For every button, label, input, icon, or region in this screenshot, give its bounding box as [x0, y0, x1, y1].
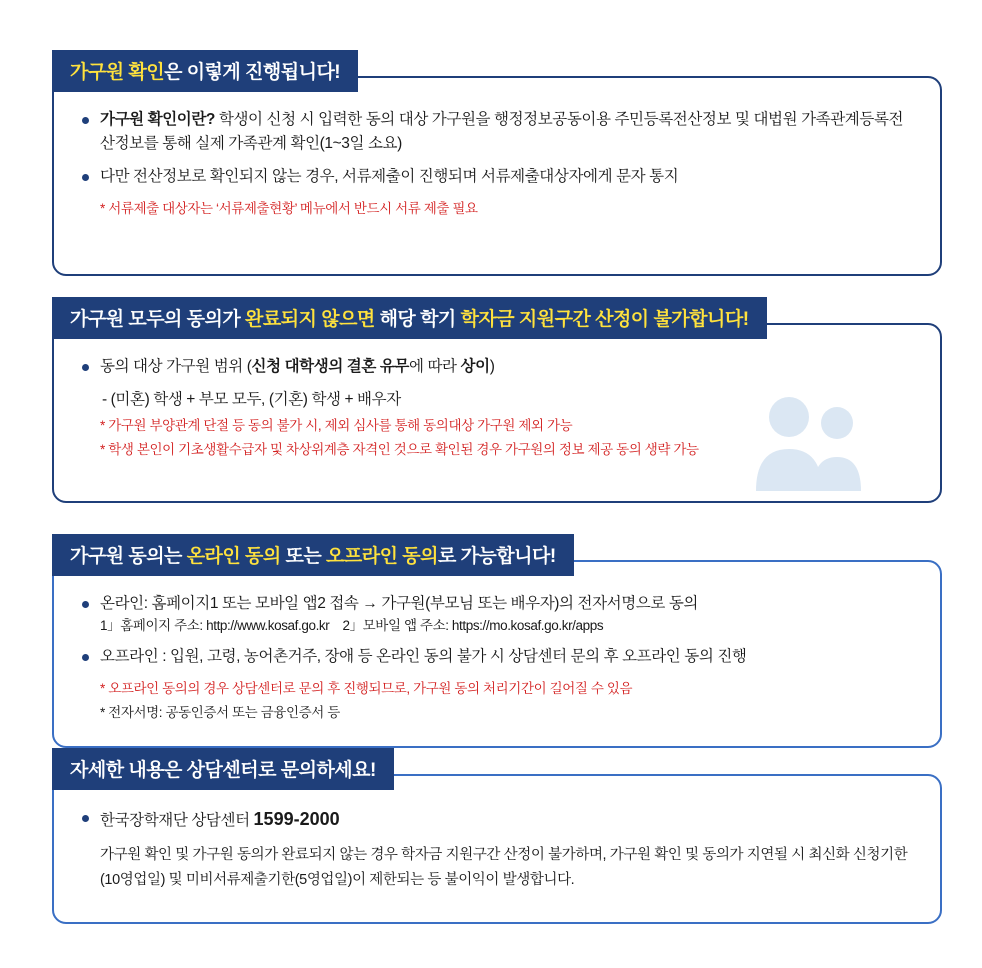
- section-3-note-2: * 전자서명: 공동인증서 또는 금융인증서 등: [100, 704, 340, 720]
- section-contact-center: [52, 748, 942, 924]
- section-2-note-1: * 가구원 부양관계 단절 등 동의 불가 시, 제외 심사를 통해 동의대상 가구원 제외 가능: [100, 418, 573, 434]
- section-1-body: [52, 76, 942, 276]
- online-consent-text: 온라인: 홈페이지1 또는 모바일 앱2 접속 → 가구원(부모님 또는 배우자)의 전자서명으로 동의: [100, 595, 698, 612]
- section-1-note: * 서류제출 대상자는 ‘서류제출현황’ 메뉴에서 반드시 서류 제출 필요: [100, 201, 478, 217]
- bullet-2-text: 다만 전산정보로 확인되지 않는 경우, 서류제출이 진행되며 서류제출대상자에게 문자 통지: [100, 168, 679, 186]
- list-item: [80, 108, 914, 156]
- section-2-header-highlight1: 완료되지 않으면: [245, 309, 375, 330]
- contact-center-paragraph: 가구원 확인 및 가구원 동의가 완료되지 않는 경우 학자금 지원구간 산정이 불가하며, 가구원 확인 및 동의가 지연될 시 최신화 신청기한(10영업일) 및 미비서류제출기한(5영업일)이 제한되는 등 불이익이 발생합니다.: [100, 846, 908, 889]
- online-consent-urls: 1」홈페이지 주소: http://www.kosaf.go.kr 2」모바일 앱 주소: https://mo.kosaf.go.kr/apps: [100, 618, 604, 634]
- section-1-header-highlight: 가구원 확인: [70, 62, 165, 83]
- section-3-header-part3: 로 가능합니다!: [437, 546, 556, 567]
- section-3-bullet-list: [80, 592, 914, 669]
- section-4-bullet-list: [80, 806, 914, 834]
- section-1-bullet-list: [80, 108, 914, 189]
- section-consent-methods: [52, 534, 942, 748]
- consent-scope-detail: - (미혼) 학생 + 부모 모두, (기혼) 학생 + 배우자: [102, 391, 401, 409]
- bullet-scope-pre: 동의 대상 가구원 범위 (: [100, 358, 252, 375]
- bullet-scope-bold1: 신청 대학생의 결혼 유무: [251, 358, 409, 375]
- bullet-1-lead: 가구원 확인이란?: [100, 111, 215, 128]
- bullet-scope-bold2: 상이: [460, 358, 490, 375]
- section-3-header: [52, 534, 574, 576]
- bullet-1-text: 학생이 신청 시 입력한 동의 대상 가구원을 행정정보공동이용 주민등록전산정보 및 대법원 가족관계등록전산정보를 통해 실제 가족관계 확인(1~3일 소요): [100, 111, 904, 153]
- list-item: [80, 165, 914, 189]
- section-household-consent: [52, 297, 942, 503]
- contact-center-phone: 1599-2000: [253, 809, 340, 829]
- section-4-header: 자세한 내용은 상담센터로 문의하세요!: [52, 748, 394, 790]
- section-2-header-part1: 가구원 모두의 동의가: [70, 309, 246, 330]
- section-2-header-part2: 해당 학기: [374, 309, 461, 330]
- contact-center-label: 한국장학재단 상담센터: [100, 812, 254, 829]
- section-3-note-1: * 오프라인 동의의 경우 상담센터로 문의 후 진행되므로, 가구원 동의 처리기간이 길어질 수 있음: [100, 681, 633, 697]
- section-2-note-2: * 학생 본인이 기초생활수급자 및 차상위계층 자격인 것으로 확인된 경우 가구원의 정보 제공 동의 생략 가능: [100, 441, 699, 457]
- section-3-header-highlight1: 온라인 동의: [186, 546, 281, 567]
- section-2-body: [52, 323, 942, 503]
- section-2-header: [52, 297, 767, 339]
- list-item: [80, 645, 914, 669]
- section-2-header-highlight2: 학자금 지원구간 산정이 불가합니다!: [460, 309, 749, 330]
- section-household-check: [52, 50, 942, 276]
- list-item: [80, 355, 914, 379]
- offline-consent-text: 오프라인 : 입원, 고령, 농어촌거주, 장애 등 온라인 동의 불가 시 상담센터 문의 후 오프라인 동의 진행: [100, 648, 747, 666]
- section-3-header-highlight2: 오프라인 동의: [326, 546, 438, 567]
- list-item: [80, 592, 914, 636]
- section-2-bullet-list: [80, 355, 914, 379]
- section-1-header-rest: 은 이렇게 진행됩니다!: [164, 62, 341, 83]
- section-4-body: [52, 774, 942, 924]
- section-3-header-part2: 또는: [280, 546, 327, 567]
- bullet-scope-mid: 에 따라: [409, 358, 461, 375]
- bullet-scope-post: ): [489, 358, 495, 375]
- section-1-header: [52, 50, 358, 92]
- list-item: [80, 806, 914, 834]
- section-3-header-part1: 가구원 동의는: [70, 546, 187, 567]
- section-3-body: [52, 560, 942, 748]
